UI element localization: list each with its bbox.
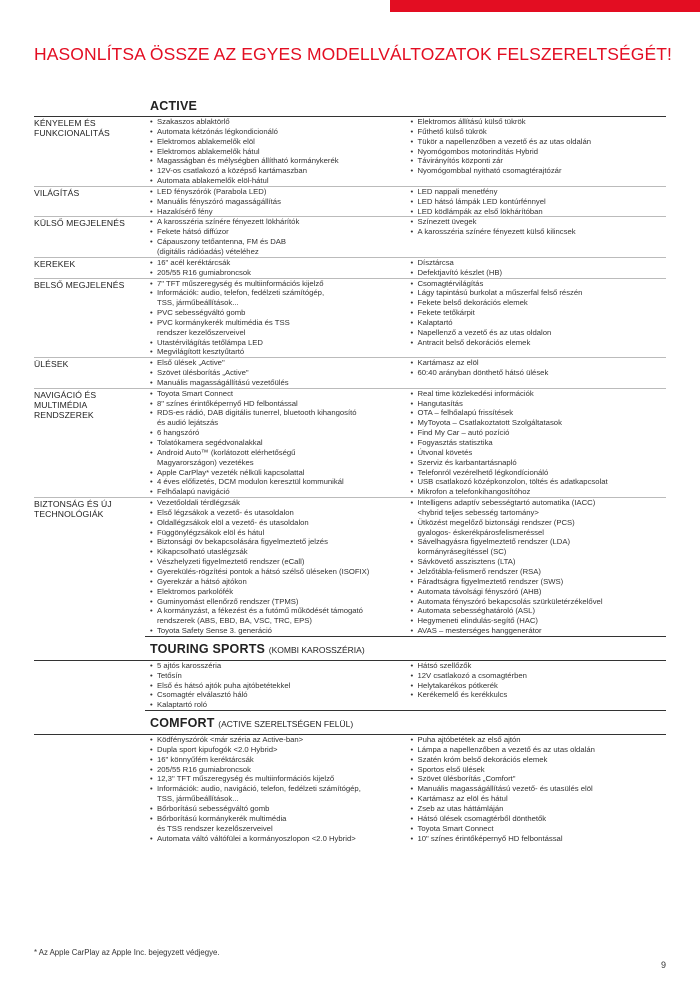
feature-column-right (406, 187, 667, 217)
feature-item: • Fekete hátsó diffúzor (150, 227, 406, 237)
section-subtitle: (KOMBI KAROSSZÉRIA) (268, 644, 365, 655)
feature-item: • Intelligens adaptív sebességtartó automatika (IACC) (411, 498, 667, 508)
feature-item: • Ütközést megelőző biztonsági rendszer (PCS) (411, 518, 667, 528)
feature-item: • Nyomógombbal nyitható csomagtérajtózár (411, 166, 667, 176)
feature-item: • Toyota Smart Connect (411, 824, 667, 834)
feature-item: • Vezetőoldali térdlégzsák (150, 498, 406, 508)
feature-item: • Telefonról vezérelhető légkondícionáló (411, 468, 667, 478)
feature-item: • 16" acél keréktárcsák (150, 258, 406, 268)
feature-item: • LED ködlámpák az első lökhárítóban (411, 207, 667, 217)
feature-item: • Magasságban és mélységben állítható kormánykerék (150, 156, 406, 166)
feature-item: • 205/55 R16 gumiabroncsok (150, 765, 406, 775)
feature-item: • Szakaszos ablaktörlő (150, 117, 406, 127)
feature-item: • Manuális magasságállítású vezető- és utasülés elöl (411, 784, 667, 794)
feature-item: • Megvilágított kesztyűtartó (150, 347, 406, 357)
feature-item: • Zseb az utas háttámláján (411, 804, 667, 814)
feature-item: • MyToyota – Csatlakoztatott Szolgáltatasok (411, 418, 667, 428)
feature-item: • Hátsó szellőzők (411, 661, 667, 671)
feature-item: • 10" színes érintőképernyő HD felbontással (411, 834, 667, 844)
feature-item: • Információk: audio, navigáció, telefon, fedélzeti számítógép, (150, 784, 406, 794)
feature-column-right (406, 735, 667, 843)
section-title (145, 710, 666, 734)
table-row (34, 257, 666, 278)
feature-item: • Fűthető külső tükrök (411, 127, 667, 137)
feature-item: (digitális rádióadás) vételéhez (157, 246, 259, 256)
feature-item: • Útvonal követés (411, 448, 667, 458)
feature-item: • Real time közlekedési információk (411, 389, 667, 399)
table-row (34, 186, 666, 217)
feature-column-left (145, 258, 406, 278)
feature-item: • 12,3" TFT műszeregység és multiinformációs kijelző (150, 774, 406, 784)
feature-item: • Elektromos ablakemelők hátul (150, 147, 406, 157)
section-title (145, 636, 666, 660)
feature-item: • 16" könnyűfém keréktárcsák (150, 755, 406, 765)
feature-item: • A karosszéria színére fényezett lökhárítók (150, 217, 406, 227)
feature-item: • LED fényszórók (Parabola LED) (150, 187, 406, 197)
feature-column-right (406, 258, 667, 278)
feature-item: • Manuális magasságállítású vezetőülés (150, 378, 406, 388)
feature-item: • A karosszéria színére fényezett külső kilincsek (411, 227, 667, 237)
section-title (145, 94, 666, 116)
feature-item: • Lágy tapintású burkolat a műszerfal felső részén (411, 288, 667, 298)
feature-item: • Elektromos ablakemelők elöl (150, 137, 406, 147)
comparison-table (34, 84, 666, 843)
footnote: * Az Apple CarPlay az Apple Inc. bejegyzett védjegye. (34, 948, 220, 957)
section-title-text: COMFORT (150, 716, 215, 731)
feature-item: • Hegymeneti elindulás-segítő (HAC) (411, 616, 667, 626)
section-subtitle: (ACTIVE SZERELTSÉGEN FELÜL) (218, 719, 354, 730)
feature-item: • Távirányítós központi zár (411, 156, 667, 166)
feature-item: • Oldallégzsákok elöl a vezető- és utasoldalon (150, 518, 406, 528)
feature-item: • PVC sebességváltó gomb (150, 308, 406, 318)
page-number: 9 (660, 960, 666, 970)
row-category (34, 735, 145, 843)
feature-column-right (406, 117, 667, 186)
feature-column-left (145, 187, 406, 217)
table-row (34, 660, 666, 710)
feature-item: • Find My Car – autó pozíció (411, 428, 667, 438)
feature-item: • Puha ajtóbetétek az első ajtón (411, 735, 667, 745)
feature-item: • Sávkövető asszisztens (LTA) (411, 557, 667, 567)
row-category (34, 661, 145, 710)
feature-item: • Utastérvilágítás tetőlámpa LED (150, 338, 406, 348)
feature-item: • Sávelhagyásra figyelmeztető rendszer (LDA) (411, 537, 667, 547)
feature-item: • Fáradtságra figyelmeztető rendszer (SWS) (411, 577, 667, 587)
feature-item: • OTA – felhőalapú frissítések (411, 408, 667, 418)
row-category: VILÁGÍTÁS (34, 187, 80, 198)
feature-item: • Dupla sport kipufogók <2.0 Hybrid> (150, 745, 406, 755)
feature-item: • Első légzsákok a vezető- és utasoldalon (150, 508, 406, 518)
top-red-bar (390, 0, 700, 12)
feature-item: • Kikapcsolható utaslégzsák (150, 547, 406, 557)
feature-item: gyalogos- éskerékpárosfelismeréssel (417, 527, 544, 537)
feature-item: • Toyota Smart Connect (150, 389, 406, 399)
table-row (34, 116, 666, 186)
feature-item: TSS, járműbeállítások... (157, 794, 239, 804)
feature-item: • Információk: audio, telefon, fedélzeti számítógép, (150, 288, 406, 298)
feature-item: • Ködfényszórók <már széria az Active-ban> (150, 735, 406, 745)
feature-item: • Első és hátsó ajtók puha ajtóbetétekkel (150, 681, 406, 691)
feature-item: • Fekete belső dekorációs elemek (411, 298, 667, 308)
feature-item: • Antracit belső dekorációs elemek (411, 338, 667, 348)
row-category: ÜLÉSEK (34, 359, 69, 370)
feature-item: és TSS rendszer kezelőszerveivel (157, 823, 273, 833)
feature-column-left (145, 389, 406, 497)
table-row (34, 278, 666, 358)
feature-item: • Szövet ülésborítás „Comfort" (411, 774, 667, 784)
feature-column-right (406, 217, 667, 256)
feature-item: • Gyerekülés-rögzítési pontok a hátsó szélső üléseken (ISOFIX) (150, 567, 406, 577)
feature-column-right (406, 498, 667, 636)
feature-item: • Fogyasztás statisztika (411, 438, 667, 448)
feature-item: • 12V-os csatlakozó a középső kartámaszban (150, 166, 406, 176)
row-category: BELSŐ MEGJELENÉS (34, 279, 125, 290)
page-title: HASONLÍTSA ÖSSZE AZ EGYES MODELLVÁLTOZATOK FELSZERELTSÉGÉT! (34, 44, 673, 64)
feature-item: • Bőrborítású sebességváltó gomb (150, 804, 406, 814)
feature-item: • Automata fényszóró bekapcsolás szürkületérzékelővel (411, 597, 667, 607)
table-row (34, 388, 666, 497)
feature-item: • Bőrborítású kormánykerék multimédia (150, 814, 406, 824)
feature-item: Magyarországon) vezetékes (157, 457, 254, 467)
feature-item: • Jelzőtábla-felismerő rendszer (RSA) (411, 567, 667, 577)
feature-item: • Hátsó ülések csomagtérből dönthetők (411, 814, 667, 824)
feature-item: • Helytakarékos pótkerék (411, 681, 667, 691)
feature-item: • PVC kormánykerék multimédia és TSS (150, 318, 406, 328)
feature-item: • Defektjavító készlet (HB) (411, 268, 667, 278)
feature-item: • Első ülések „Active" (150, 358, 406, 368)
feature-column-left (145, 117, 406, 186)
feature-item: • Szövet ülésborítás „Active" (150, 368, 406, 378)
feature-column-left (145, 279, 406, 358)
table-row (34, 497, 666, 636)
table-row (34, 734, 666, 843)
feature-item: • Toyota Safety Sense 3. generáció (150, 626, 406, 636)
feature-item: • Android Auto™ (korlátozott elérhetőségű (150, 448, 406, 458)
feature-column-left (145, 358, 406, 388)
feature-item: • Biztonsági öv bekapcsolására figyelmeztető jelzés (150, 537, 406, 547)
feature-item: • Tetősín (150, 671, 406, 681)
feature-item: • Tükör a napellenzőben a vezető és az utas oldalán (411, 137, 667, 147)
feature-item: • Automata ablakemelők elöl-hátul (150, 176, 406, 186)
feature-column-left (145, 735, 406, 843)
row-category: NAVIGÁCIÓ ÉS MULTIMÉDIA RENDSZEREK (34, 389, 97, 421)
feature-column-left (145, 498, 406, 636)
feature-item: • USB csatlakozó középkonzolon, töltés és adatkapcsolat (411, 477, 667, 487)
row-category: KÉNYELEM ÉS FUNKCIONALITÁS (34, 118, 110, 139)
feature-item: • Csomagtér elválasztó háló (150, 690, 406, 700)
feature-column-left (145, 217, 406, 256)
feature-item: • Automata sebességhatároló (ASL) (411, 606, 667, 616)
feature-item: • AVAS – mesterséges hanggenerátor (411, 626, 667, 636)
feature-item: • Automata váltó váltófülei a kormányoszlopon <2.0 Hybrid> (150, 834, 406, 844)
feature-item: • 4 éves előfizetés, DCM modulon keresztül kommunikál (150, 477, 406, 487)
feature-item: rendszer kezelőszerveivel (157, 327, 246, 337)
table-row (34, 216, 666, 256)
feature-item: • Felhőalapú navigáció (150, 487, 406, 497)
row-category: KEREKEK (34, 258, 76, 269)
feature-item: • 60:40 arányban dönthető hátsó ülések (411, 368, 667, 378)
feature-column-left (145, 661, 406, 710)
feature-column-right (406, 279, 667, 358)
feature-item: • LED hátsó lámpák LED kontúrfénnyel (411, 197, 667, 207)
feature-item: • Gyerekzár a hátsó ajtókon (150, 577, 406, 587)
feature-item: TSS, járműbeállítások... (157, 298, 239, 308)
feature-item: • Nyomógombos motorindítás Hybrid (411, 147, 667, 157)
feature-item: • Automata távolsági fényszóró (AHB) (411, 587, 667, 597)
feature-item: • 205/55 R16 gumiabroncsok (150, 268, 406, 278)
feature-item: • Mikrofon a telefonkihangosítóhoz (411, 487, 667, 497)
feature-item: • Lámpa a napellenzőben a vezető és az utas oldalán (411, 745, 667, 755)
feature-item: • Függönylégzsákok elöl és hátul (150, 528, 406, 538)
row-category: BIZTONSÁG ÉS ÚJ TECHNOLÓGIÁK (34, 499, 112, 520)
feature-item: • A kormányzást, a fékezést és a futómű működését támogató (150, 606, 406, 616)
feature-item: • Elektromos parkolófék (150, 587, 406, 597)
section-title-text: TOURING SPORTS (150, 641, 266, 656)
feature-item: kormányrásegítéssel (SC) (417, 547, 507, 557)
feature-item: • Kalaptartó roló (150, 700, 406, 710)
feature-item: • Guminyomást ellenőrző rendszer (TPMS) (150, 597, 406, 607)
feature-item: • Napellenző a vezető és az utas oldalon (411, 328, 667, 338)
row-category: KÜLSŐ MEGJELENÉS (34, 218, 125, 229)
feature-item: • Elektromos állítású külső tükrök (411, 117, 667, 127)
feature-item: • Hazakísérő fény (150, 207, 406, 217)
feature-item: • Hangutasítás (411, 399, 667, 409)
feature-item: • Sportos első ülések (411, 765, 667, 775)
feature-column-right (406, 661, 667, 710)
feature-column-right (406, 389, 667, 497)
feature-item: • Színezett üvegek (411, 217, 667, 227)
table-row (34, 357, 666, 388)
feature-item: • 7" TFT műszeregység és multiinformációs kijelző (150, 279, 406, 289)
feature-item: rendszerek (ABS, EBD, BA, VSC, TRC, EPS) (157, 616, 312, 626)
feature-item: • Manuális fényszóró magasságállítás (150, 197, 406, 207)
feature-item: • Kartámasz az elöl (411, 358, 667, 368)
feature-item: <hybrid teljes sebesség tartomány> (417, 507, 539, 517)
feature-item: • Szatén króm belső dekorációs elemek (411, 755, 667, 765)
feature-item: • Cápauszony tetőantenna, FM és DAB (150, 237, 406, 247)
feature-item: • 6 hangszóró (150, 428, 406, 438)
feature-item: • RDS-es rádió, DAB digitális tunerrel, bluetooth kihangosító (150, 408, 406, 418)
feature-item: • Apple CarPlay* vezeték nélküli kapcsolattal (150, 468, 406, 478)
feature-item: • 8" színes érintőképernyő HD felbontással (150, 399, 406, 409)
feature-item: és audió lejátszás (157, 418, 219, 428)
feature-item: • Kalaptartó (411, 318, 667, 328)
feature-item: • Dísztárcsa (411, 258, 667, 268)
feature-item: • Fekete tetőkárpit (411, 308, 667, 318)
feature-item: • Szerviz és karbantartásnapló (411, 458, 667, 468)
feature-item: • Kartámasz az elöl és hátul (411, 794, 667, 804)
feature-item: • Automata kétzónás légkondicionáló (150, 127, 406, 137)
feature-column-right (406, 358, 667, 388)
feature-item: • Kerékemelő és kerékkulcs (411, 690, 667, 700)
section-title-text: ACTIVE (150, 99, 198, 113)
feature-item: • Vészhelyzeti figyelmeztető rendszer (eCall) (150, 557, 406, 567)
feature-item: • 5 ajtós karosszéria (150, 661, 406, 671)
feature-item: • LED nappali menetfény (411, 187, 667, 197)
feature-item: • Tolatókamera segédvonalakkal (150, 438, 406, 448)
feature-item: • Csomagtérvilágítás (411, 279, 667, 289)
feature-item: • 12V csatlakozó a csomagtérben (411, 671, 667, 681)
